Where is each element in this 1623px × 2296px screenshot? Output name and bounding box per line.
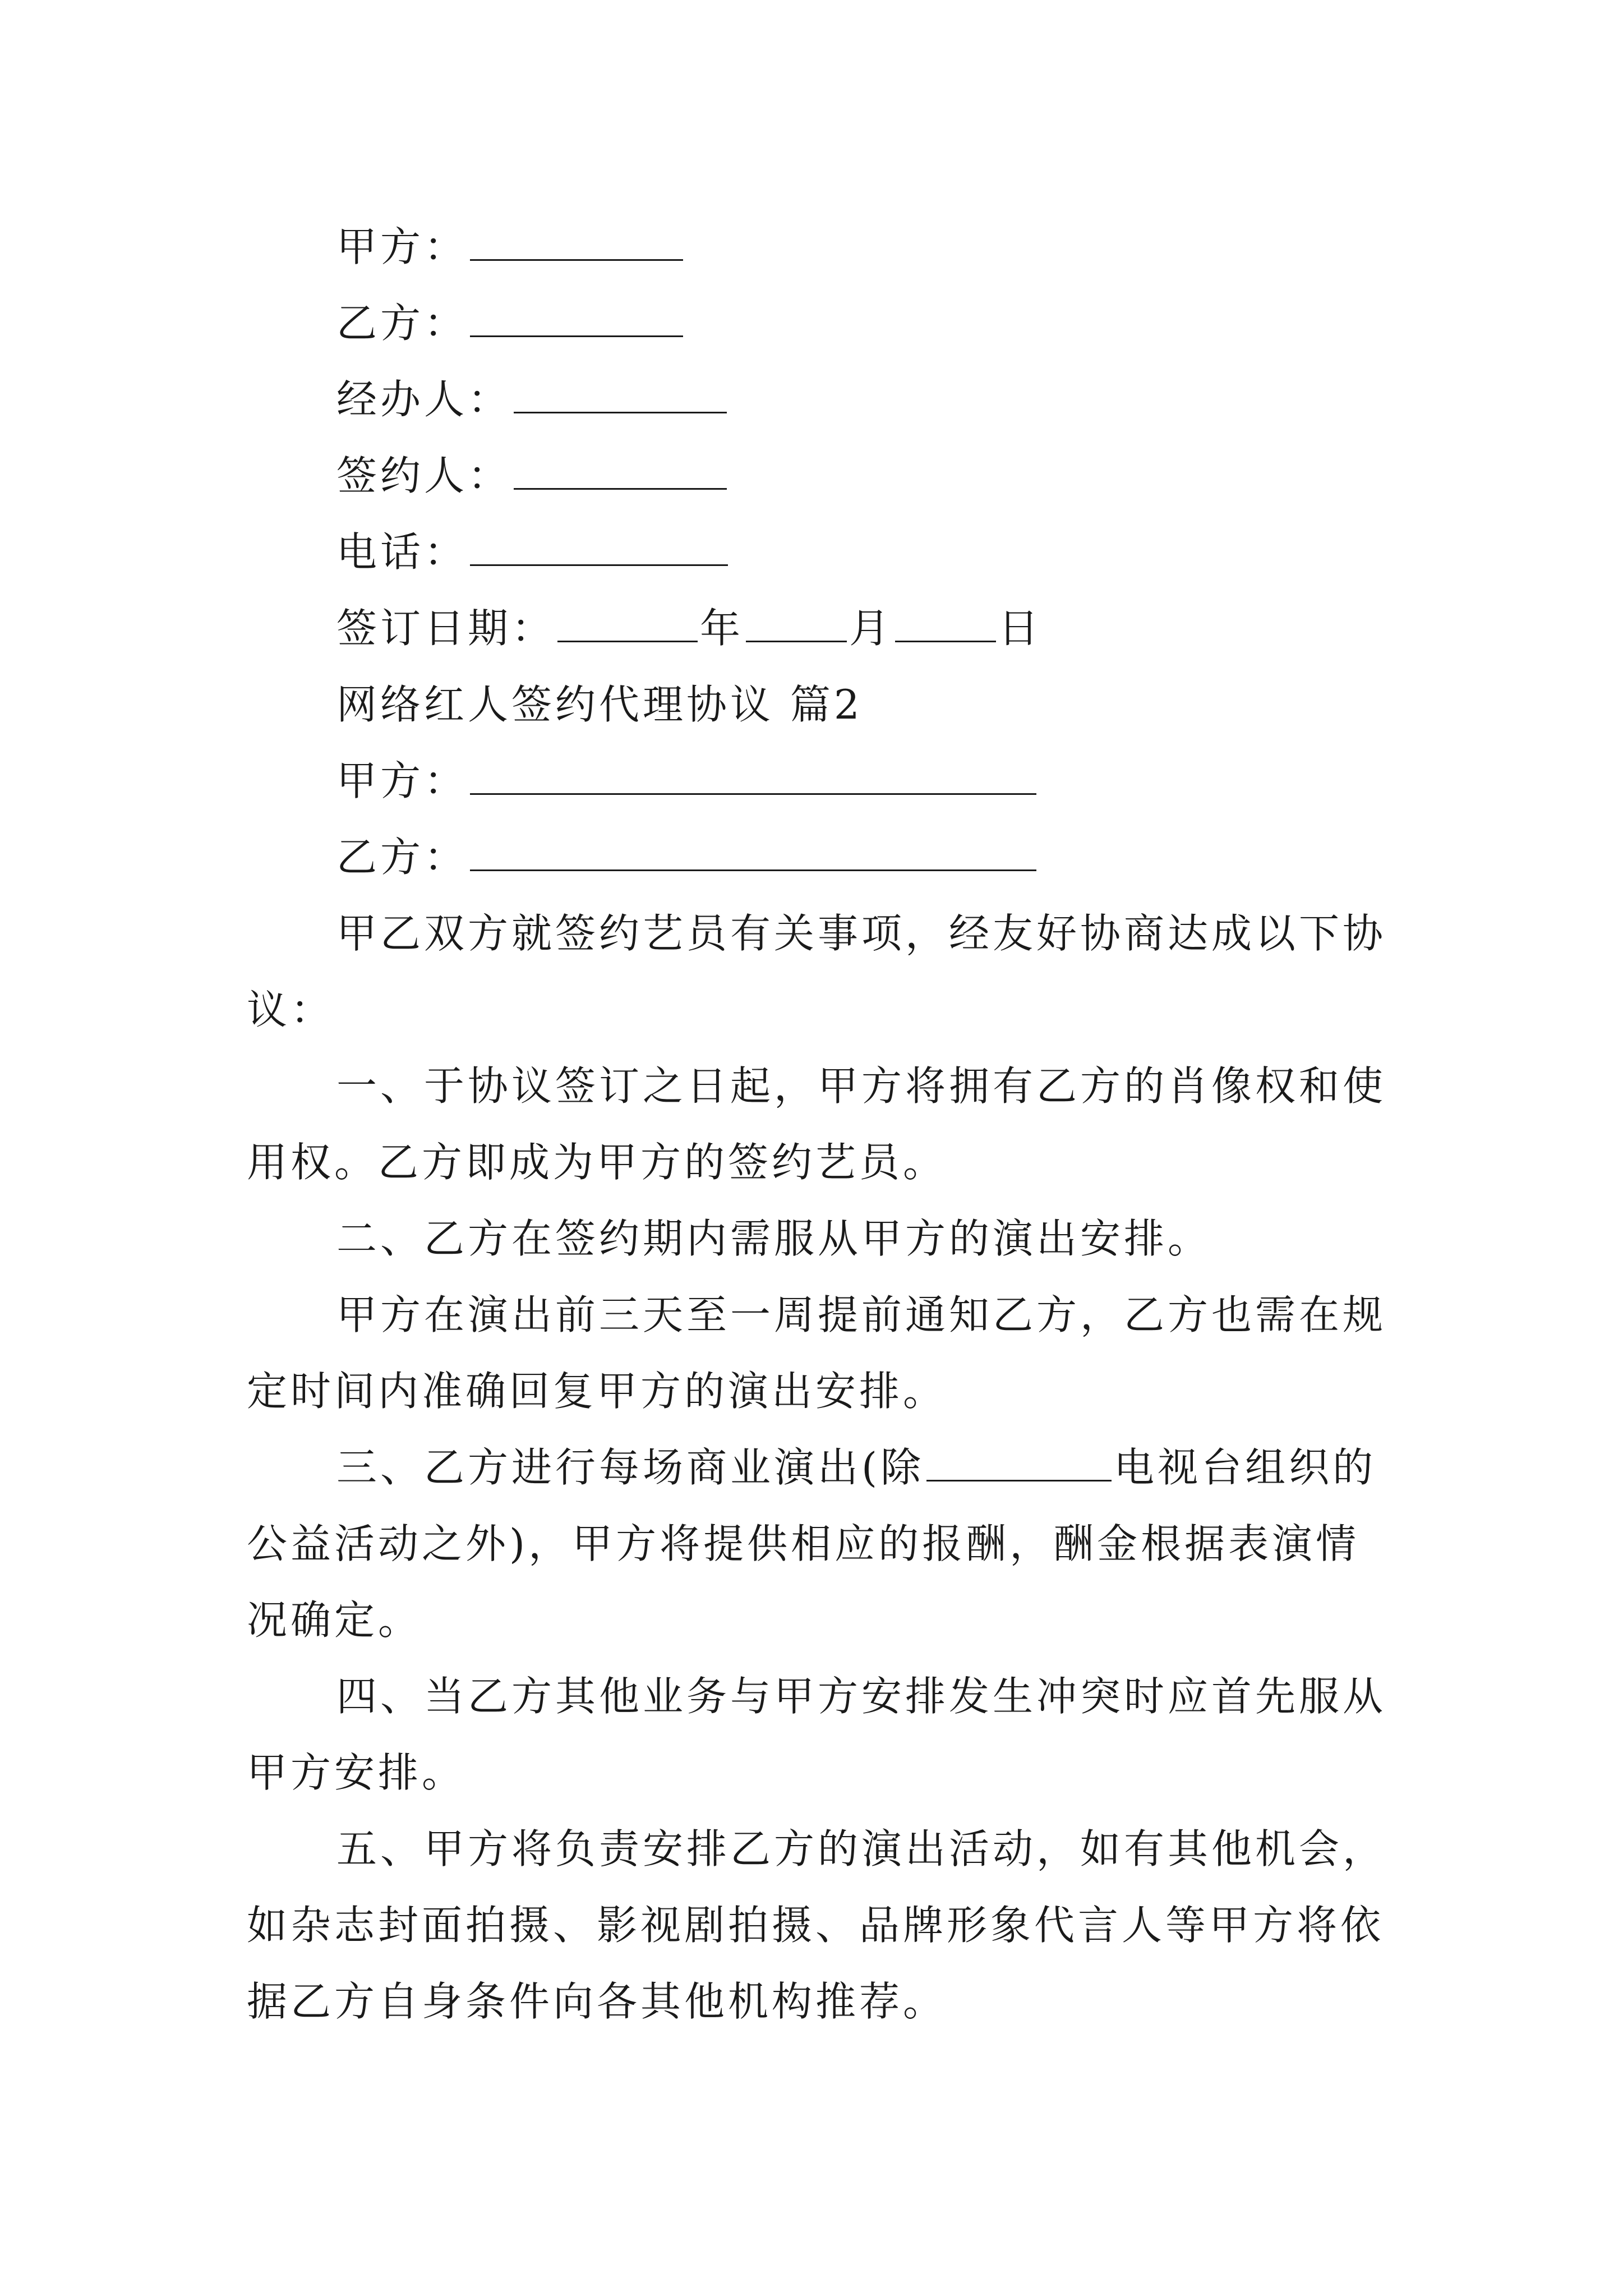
party-b-line xyxy=(336,296,685,350)
paragraph-text: 五、甲方将负责安排乙方的演出活动，如有其他机会， xyxy=(336,1825,1387,1872)
party-a-label-2: 甲方： xyxy=(336,757,468,804)
paragraph-text: 四、当乙方其他业务与甲方安排发生冲突时应首先服从 xyxy=(336,1673,1387,1720)
paragraph-text: 议： xyxy=(247,986,335,1033)
clause-2-note-line-2 xyxy=(247,1364,947,1418)
sign-date-line xyxy=(336,601,1042,655)
phone-line xyxy=(336,525,730,579)
paragraph-text: 如杂志封面拍摄、影视剧拍摄、品牌形象代言人等甲方将依 xyxy=(247,1902,1385,1949)
section-heading-text: 网络红人签约代理协议 篇2 xyxy=(336,681,863,728)
clause-5-line-2 xyxy=(247,1898,1384,1952)
party-a-line xyxy=(336,220,685,274)
paragraph-text: 用权。乙方即成为甲方的签约艺员。 xyxy=(247,1139,947,1186)
month-blank xyxy=(746,607,847,642)
paragraph-text: 甲方在演出前三天至一周提前通知乙方，乙方也需在规 xyxy=(336,1291,1387,1338)
clause-1-line-2 xyxy=(247,1135,947,1189)
phone-blank xyxy=(470,531,728,566)
party-b-blank-2 xyxy=(470,836,1036,871)
month-label: 月 xyxy=(849,605,893,652)
handler-label: 经办人： xyxy=(336,376,512,423)
year-label: 年 xyxy=(700,605,744,652)
paragraph-text: 况确定。 xyxy=(247,1596,422,1644)
paragraph-text: 一、于协议签订之日起，甲方将拥有乙方的肖像权和使 xyxy=(336,1062,1387,1110)
phone-label: 电话： xyxy=(336,528,468,576)
party-a-blank xyxy=(470,226,683,261)
clause-3-line-2 xyxy=(247,1517,1359,1571)
paragraph-text: 定时间内准确回复甲方的演出安排。 xyxy=(247,1368,947,1415)
clause-3-line-1 xyxy=(336,1441,1376,1494)
day-label: 日 xyxy=(998,605,1043,652)
party-b-label-2: 乙方： xyxy=(336,834,468,881)
year-blank xyxy=(557,607,698,642)
party-a-blank-2 xyxy=(470,760,1036,795)
paragraph-text: 公益活动之外)，甲方将提供相应的报酬，酬金根据表演情 xyxy=(247,1520,1360,1567)
paragraph-text: 据乙方自身条件向各其他机构推荐。 xyxy=(247,1978,947,2025)
paragraph-intro-line-1 xyxy=(336,907,1386,960)
clause-2-line-1 xyxy=(336,1212,1211,1266)
party-a-label: 甲方： xyxy=(336,223,468,270)
sign-date-label: 签订日期： xyxy=(336,605,556,652)
tv-station-blank xyxy=(926,1446,1112,1481)
paragraph-text: 二、乙方在签约期内需服从甲方的演出安排。 xyxy=(336,1215,1212,1262)
clause-5-line-3 xyxy=(247,1975,947,2028)
handler-line xyxy=(336,372,729,426)
paragraph-intro-line-2 xyxy=(247,983,334,1037)
section-heading xyxy=(336,678,863,731)
party-b-line-2 xyxy=(336,830,1039,884)
party-a-line-2 xyxy=(336,754,1039,808)
clause-1-line-1 xyxy=(336,1059,1386,1113)
signatory-blank xyxy=(514,454,727,490)
clause-5-line-1 xyxy=(336,1822,1386,1876)
clause-3-line-3 xyxy=(247,1593,422,1647)
handler-blank xyxy=(514,378,727,413)
clause-4-line-2 xyxy=(247,1746,465,1800)
signatory-label: 签约人： xyxy=(336,452,512,499)
signatory-line xyxy=(336,449,729,503)
paragraph-text: 甲方安排。 xyxy=(247,1749,466,1796)
day-blank xyxy=(895,607,996,642)
paragraph-text: 三、乙方进行每场商业演出(除 xyxy=(336,1444,925,1491)
party-b-blank xyxy=(470,302,683,337)
paragraph-text: 甲乙双方就签约艺员有关事项，经友好协商达成以下协 xyxy=(336,910,1387,957)
clause-2-note-line-1 xyxy=(336,1288,1386,1342)
clause-4-line-1 xyxy=(336,1669,1386,1723)
party-b-label: 乙方： xyxy=(336,300,468,347)
paragraph-text: 电视台组织的 xyxy=(1114,1444,1377,1491)
